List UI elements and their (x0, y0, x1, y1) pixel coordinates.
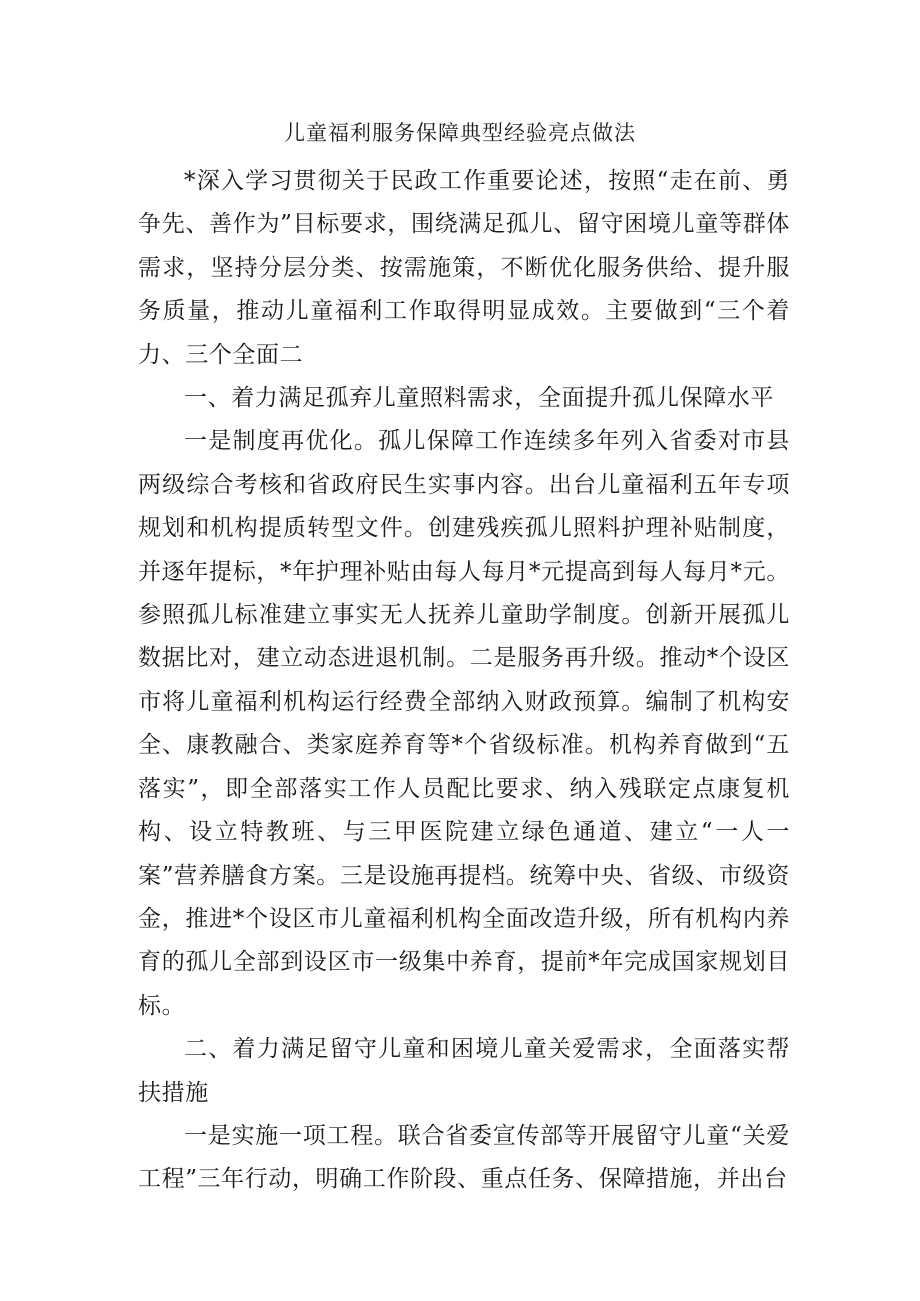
section-heading-1: 一、着力满足孤弃儿童照料需求，全面提升孤儿保障水平 (184, 385, 774, 412)
section-2-paragraph: 一是实施一项工程。联合省委宣传部等开展留守儿童“关爱工程”三年行动，明确工作阶段、重点任务、保障措施，并出台 (138, 1122, 790, 1193)
document-body (138, 160, 790, 1202)
section-heading-2: 二、着力满足留守儿童和困境儿童关爱需求，全面落实帮扶措施 (138, 1036, 790, 1106)
intro-paragraph: *深入学习贯彻关于民政工作重要论述，按照“走在前、勇争先、善作为”目标要求，围绕满足孤儿、留守困境儿童等群体需求，坚持分层分类、按需施策，不断优化服务供给、提升服务质量，推动儿童福利工作取得明显成效。主要做到“三个着力、三个全面二 (138, 168, 790, 368)
section-1-paragraph: 一是制度再优化。孤儿保障工作连续多年列入省委对市县两级综合考核和省政府民生实事内容。出台儿童福利五年专项规划和机构提质转型文件。创建残疾孤儿照料护理补贴制度，并逐年提标，*年护理补贴由每人每月*元提高到每人每月*元。参照孤儿标准建立事实无人抚养儿童助学制度。创新开展孤儿数据比对，建立动态进退机制。二是服务再升级。推动*个设区市将儿童福利机构运行经费全部纳入财政预算。编制了机构安全、康教融合、类家庭养育等*个省级标准。机构养育做到“五落实”，即全部落实工作人员配比要求、纳入残联定点康复机构、设立特教班、与三甲医院建立绿色通道、建立“一人一案”营养膳食方案。三是设施再提档。统筹中央、省级、市级资金，推进*个设区市儿童福利机构全面改造升级，所有机构内养育的孤儿全部到设区市一级集中养育，提前*年完成国家规划目标。 (138, 428, 790, 1019)
document-title: 儿童福利服务保障典型经验亮点做法 (284, 121, 636, 145)
